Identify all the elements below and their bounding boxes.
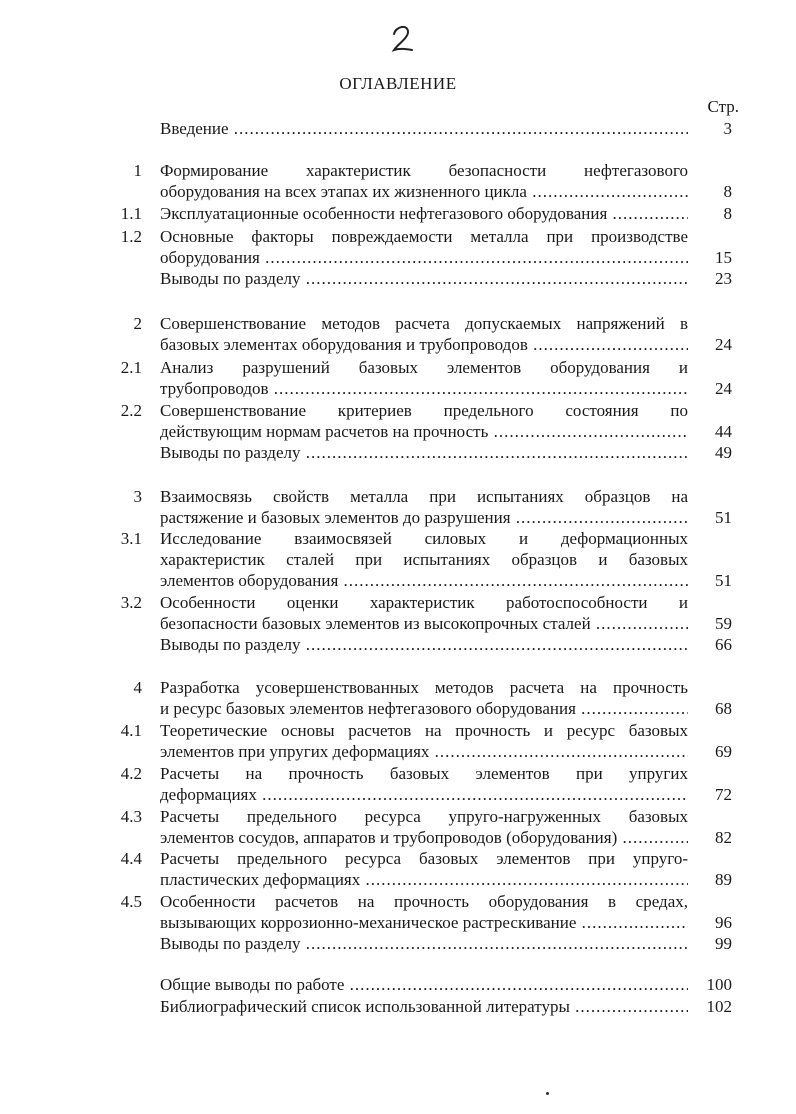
toc-entry-title-line: Исследование взаимосвязей силовых и деформационных bbox=[160, 529, 688, 548]
toc-entry-title-line: Эксплуатационные особенности нефтегазового оборудования ..... bbox=[160, 203, 688, 225]
toc-entry-page: 23 bbox=[715, 269, 732, 288]
toc-entry-page: 8 bbox=[723, 204, 732, 223]
toc-entry-title-line: Анализ разрушений базовых элементов оборудования и bbox=[160, 358, 688, 377]
toc-entry-title-line: Формирование характеристик безопасности нефтегазового bbox=[160, 161, 688, 180]
toc-entry-number: 1.2 bbox=[120, 227, 142, 246]
toc-entry-page: 15 bbox=[715, 248, 732, 267]
toc-entry-number: 1 bbox=[133, 161, 142, 180]
toc-entry-page: 59 bbox=[715, 614, 732, 633]
toc-entry-number: 4.4 bbox=[120, 849, 142, 868]
toc-entry-page: 51 bbox=[715, 571, 732, 590]
toc-entry-number: 4 bbox=[133, 678, 142, 697]
toc-entry-title-line: Выводы по разделу ..... bbox=[160, 442, 688, 464]
toc-entry-title-line: элементов оборудования ..... bbox=[160, 570, 688, 592]
toc-entry-number: 4.5 bbox=[120, 892, 142, 911]
toc-entry-page: 102 bbox=[706, 997, 732, 1016]
toc-entry-title-line: растяжение и базовых элементов до разрушения ..... bbox=[160, 507, 688, 529]
toc-entry-page: 72 bbox=[715, 785, 732, 804]
toc-entry-page: 69 bbox=[715, 742, 732, 761]
toc-entry-number: 4.3 bbox=[120, 807, 142, 826]
toc-entry-title-line: Выводы по разделу ..... bbox=[160, 933, 688, 955]
toc-entry-title-line: Расчеты предельного ресурса упруго-нагруженных базовых bbox=[160, 807, 688, 826]
toc-entry-page: 89 bbox=[715, 870, 732, 889]
toc-entry-title-line: Библиографический список использованной литературы ..... bbox=[160, 996, 688, 1018]
toc-entry-number: 4.1 bbox=[120, 721, 142, 740]
toc-entry-title-line: трубопроводов ..... bbox=[160, 378, 688, 400]
page-column-header: Стр. bbox=[707, 97, 739, 116]
toc-entry-title-line: Основные факторы повреждаемости металла при производстве bbox=[160, 227, 688, 246]
toc-entry-title-line: безопасности базовых элементов из высокопрочных сталей ..... bbox=[160, 613, 688, 635]
toc-entry-title-line: Особенности оценки характеристик работоспособности и bbox=[160, 593, 688, 612]
toc-entry-title-line: Расчеты на прочность базовых элементов при упругих bbox=[160, 764, 688, 783]
toc-entry-page: 96 bbox=[715, 913, 732, 932]
toc-entry-page: 8 bbox=[723, 182, 732, 201]
toc-entry-title-line: Совершенствование методов расчета допускаемых напряжений в bbox=[160, 314, 688, 333]
toc-entry-title-line: элементов при упругих деформациях ..... bbox=[160, 741, 688, 763]
page-title: ОГЛАВЛЕНИЕ bbox=[339, 74, 457, 93]
toc-entry-number: 3.1 bbox=[120, 529, 142, 548]
toc-entry-title-line: Теоретические основы расчетов на прочность и ресурс базовых bbox=[160, 721, 688, 740]
toc-entry-number: 3 bbox=[133, 487, 142, 506]
toc-entry-page: 99 bbox=[715, 934, 732, 953]
toc-entry-page: 49 bbox=[715, 443, 732, 462]
toc-entry-title-line: Введение ..... bbox=[160, 118, 688, 140]
toc-entry-title-line: и ресурс базовых элементов нефтегазового оборудования ..... bbox=[160, 698, 688, 720]
toc-entry-page: 51 bbox=[715, 508, 732, 527]
toc-entry-title-line: Выводы по разделу ..... bbox=[160, 634, 688, 656]
toc-entry-number: 2.2 bbox=[120, 401, 142, 420]
toc-entry-title-line: Общие выводы по работе ..... bbox=[160, 974, 688, 996]
toc-entry-number: 3.2 bbox=[120, 593, 142, 612]
toc-entry-page: 44 bbox=[715, 422, 732, 441]
toc-entry-number: 1.1 bbox=[120, 204, 142, 223]
toc-entry-page: 24 bbox=[715, 379, 732, 398]
toc-entry-page: 68 bbox=[715, 699, 732, 718]
toc-entry-number: 4.2 bbox=[120, 764, 142, 783]
toc-entry-number: 2 bbox=[133, 314, 142, 333]
toc-entry-title-line: действующим нормам расчетов на прочность ..... bbox=[160, 421, 688, 443]
toc-entry-title-line: пластических деформациях ..... bbox=[160, 869, 688, 891]
toc-entry-page: 66 bbox=[715, 635, 732, 654]
toc-entry-title-line: оборудования на всех этапах их жизненного цикла ..... bbox=[160, 181, 688, 203]
toc-entry-title-line: Особенности расчетов на прочность оборудования в средах, bbox=[160, 892, 688, 911]
toc-entry-title-line: Совершенствование критериев предельного состояния по bbox=[160, 401, 688, 420]
toc-entry-page: 100 bbox=[706, 975, 732, 994]
toc-entry-page: 82 bbox=[715, 828, 732, 847]
toc-entry-title-line: Взаимосвязь свойств металла при испытаниях образцов на bbox=[160, 487, 688, 506]
toc-entry-title-line: деформациях ..... bbox=[160, 784, 688, 806]
toc-entry-title-line: вызывающих коррозионно-механическое растрескивание ..... bbox=[160, 912, 688, 934]
toc-entry-title-line: характеристик сталей при испытаниях образцов и базовых bbox=[160, 550, 688, 569]
speck bbox=[546, 1092, 549, 1095]
toc-entry-page: 3 bbox=[723, 119, 732, 138]
toc-entry-title-line: элементов сосудов, аппаратов и трубопроводов (оборудования) ..... bbox=[160, 827, 688, 849]
toc-entry-title-line: базовых элементах оборудования и трубопроводов ..... bbox=[160, 334, 688, 356]
toc-entry-page: 24 bbox=[715, 335, 732, 354]
toc-entry-title-line: оборудования ..... bbox=[160, 247, 688, 269]
toc-entry-title-line: Расчеты предельного ресурса базовых элементов при упруго- bbox=[160, 849, 688, 868]
toc-entry-number: 2.1 bbox=[120, 358, 142, 377]
toc-entry-title-line: Выводы по разделу ..... bbox=[160, 268, 688, 290]
toc-entry-title-line: Разработка усовершенствованных методов расчета на прочность bbox=[160, 678, 688, 697]
